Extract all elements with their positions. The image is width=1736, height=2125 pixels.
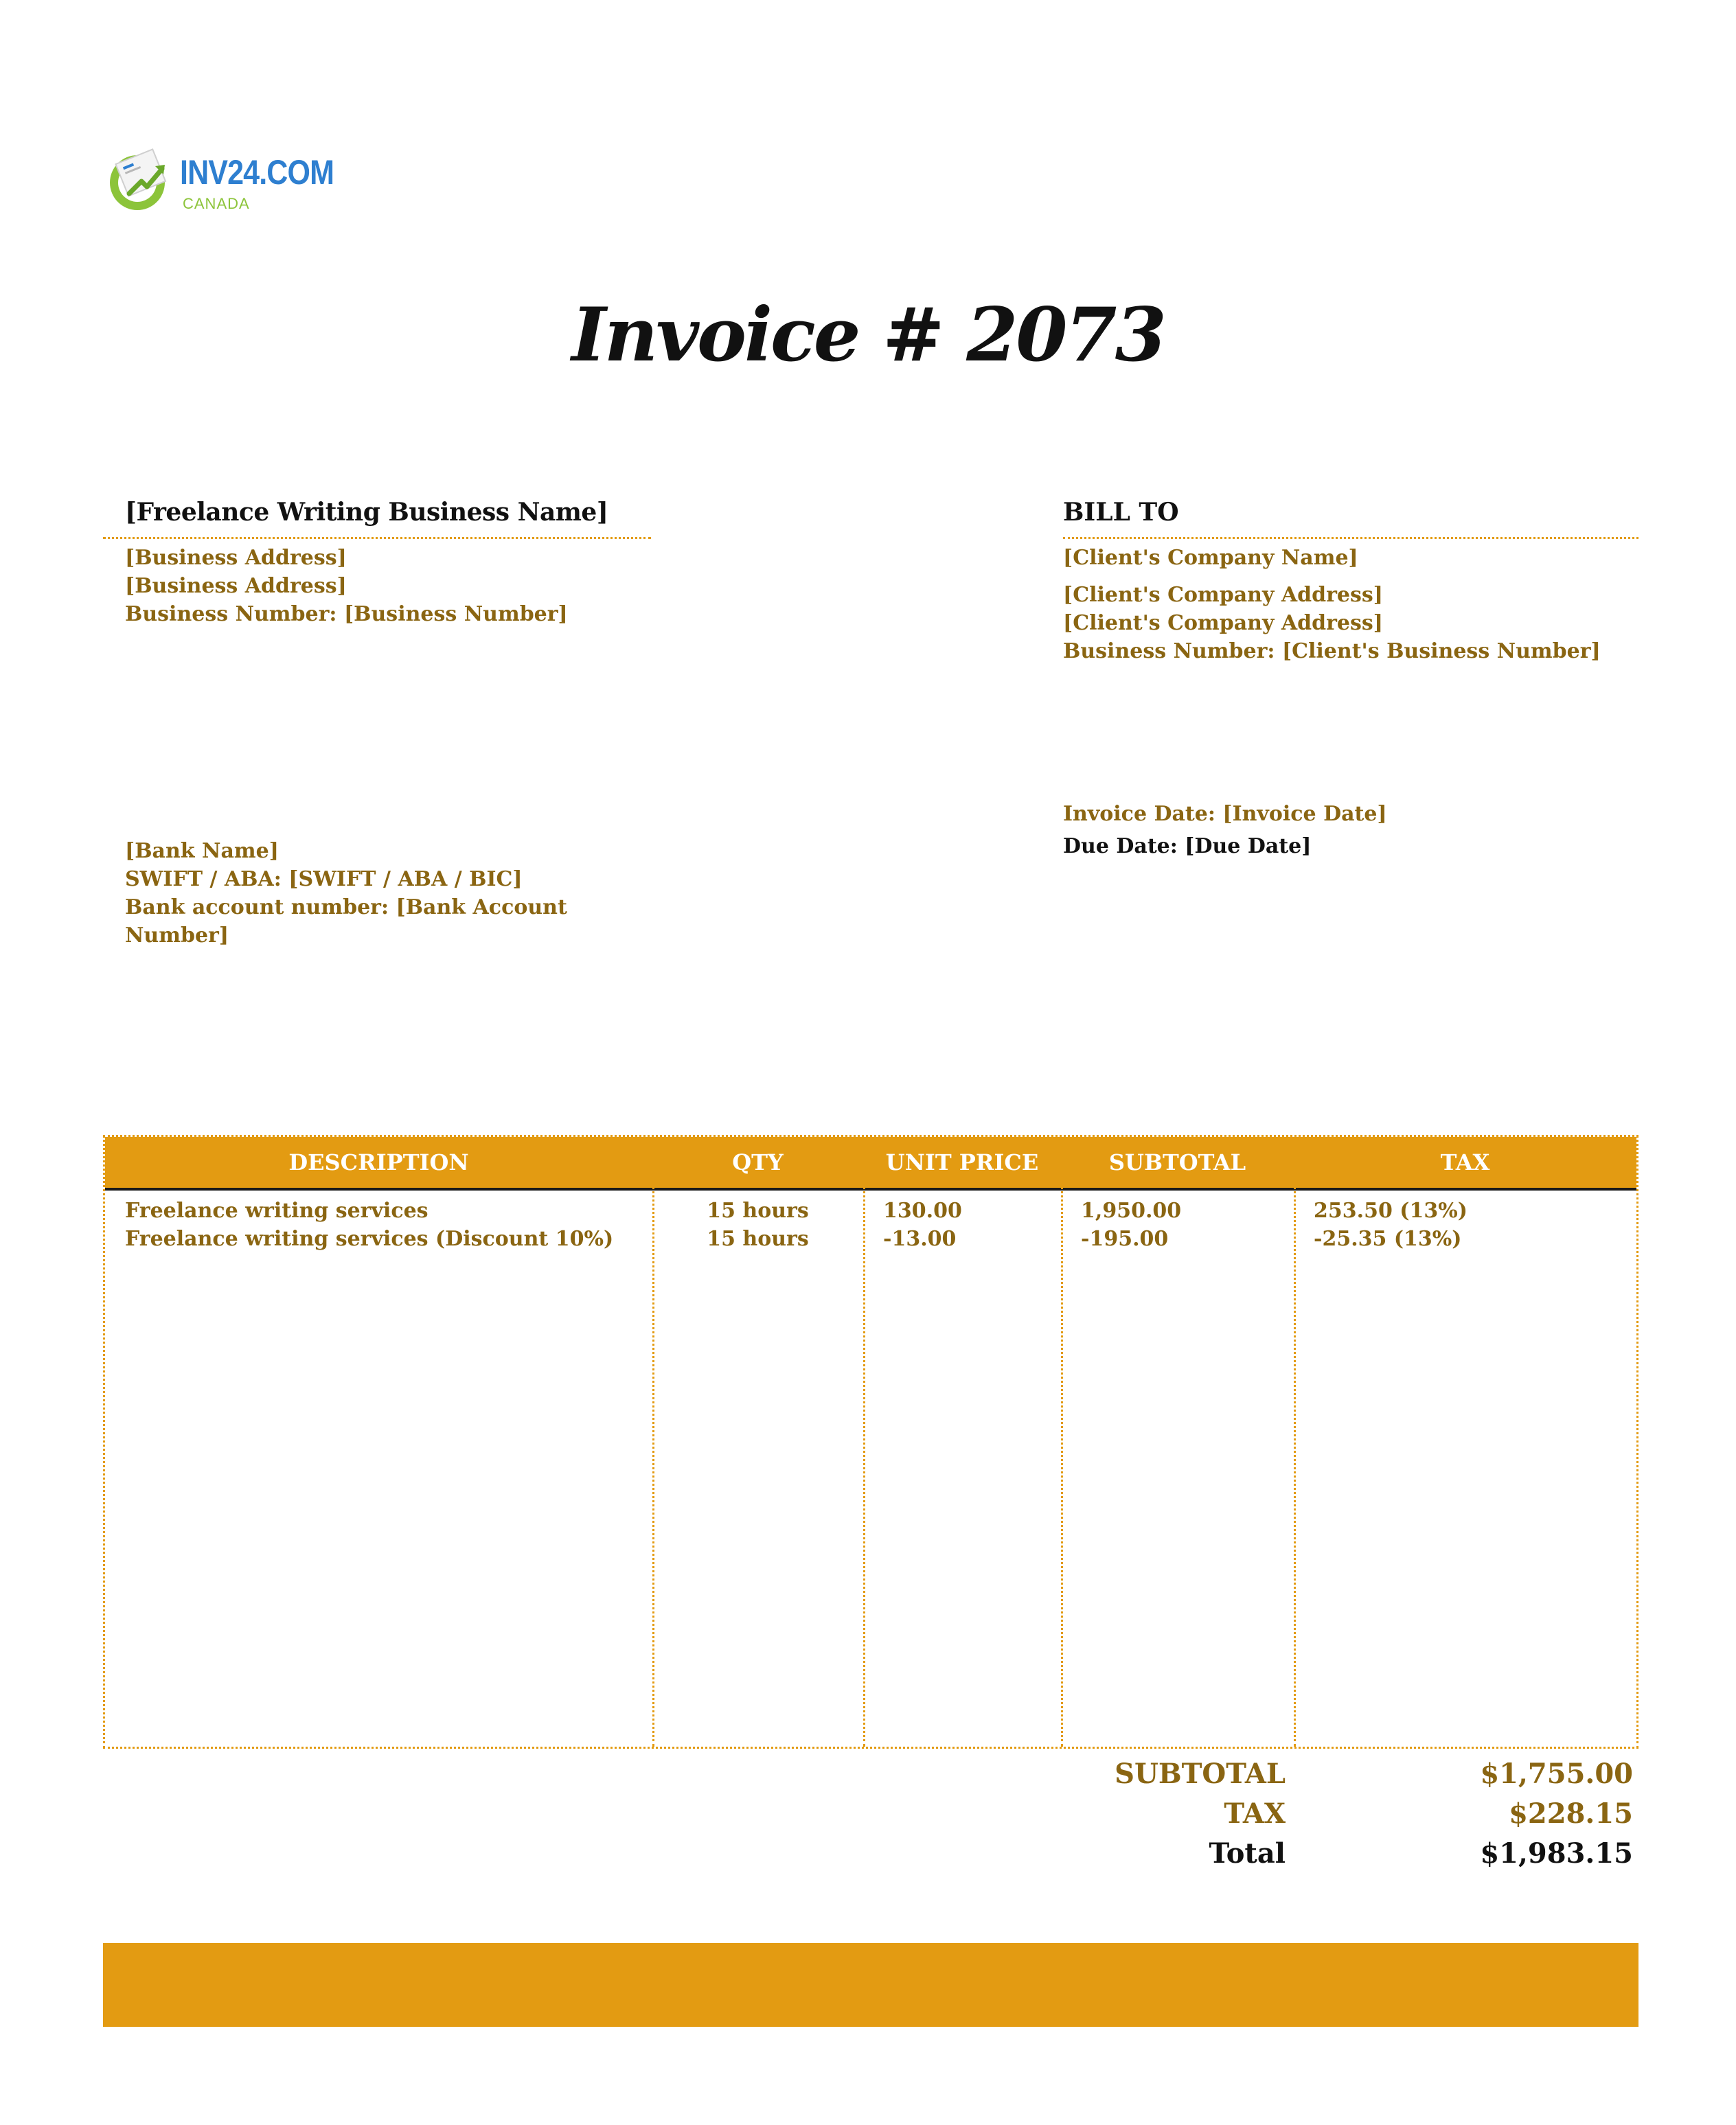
column-divider: [863, 1137, 865, 1747]
tax-label: TAX: [1224, 1797, 1286, 1830]
divider: [1063, 537, 1638, 539]
business-number: Business Number: [Business Number]: [125, 602, 568, 626]
table-header: [105, 1137, 1636, 1191]
tax-value: $228.15: [1509, 1797, 1633, 1830]
divider: [103, 537, 651, 539]
due-date: Due Date: [Due Date]: [1063, 834, 1312, 858]
table-row-1-description: Freelance writing services: [125, 1199, 429, 1223]
business-address-2: [Business Address]: [125, 574, 347, 598]
line-items-table: [103, 1135, 1638, 1749]
invoice-title: Invoice # 2073: [571, 292, 1165, 378]
table-row-2-subtotal: -195.00: [1081, 1227, 1169, 1251]
total-value: $1,983.15: [1480, 1837, 1633, 1870]
column-header-subtotal: SUBTOTAL: [1108, 1149, 1246, 1175]
column-header-description: DESCRIPTION: [288, 1149, 469, 1175]
table-row-2-unit-price: -13.00: [883, 1227, 957, 1251]
business-address-1: [Business Address]: [125, 546, 347, 570]
subtotal-value: $1,755.00: [1480, 1758, 1633, 1790]
business-name: [Freelance Writing Business Name]: [125, 498, 608, 527]
column-divider: [1294, 1137, 1296, 1747]
invoice-date: Invoice Date: [Invoice Date]: [1063, 802, 1387, 826]
footer-bar: [103, 1943, 1638, 2027]
bill-to-heading: BILL TO: [1063, 498, 1179, 527]
column-header-qty: QTY: [732, 1149, 784, 1175]
table-row-2-qty: 15 hours: [707, 1227, 809, 1251]
column-divider: [1061, 1137, 1063, 1747]
invoice-chart-icon: [106, 146, 174, 214]
column-header-unit-price: UNIT PRICE: [885, 1149, 1039, 1175]
bank-swift: SWIFT / ABA: [SWIFT / ABA / BIC]: [125, 867, 523, 891]
table-row-1-unit-price: 130.00: [883, 1199, 962, 1223]
client-address-2: [Client's Company Address]: [1063, 611, 1383, 635]
table-row-2-tax: -25.35 (13%): [1314, 1227, 1462, 1251]
table-row-1-tax: 253.50 (13%): [1314, 1199, 1467, 1223]
logo-brand-text: INV24.COM: [180, 153, 334, 192]
bank-account-number-cont: Number]: [125, 923, 229, 947]
subtotal-label: SUBTOTAL: [1115, 1758, 1286, 1790]
company-logo: [106, 143, 334, 218]
client-address-1: [Client's Company Address]: [1063, 583, 1383, 607]
column-header-tax: TAX: [1440, 1149, 1490, 1175]
table-row-1-subtotal: 1,950.00: [1081, 1199, 1182, 1223]
table-row-1-qty: 15 hours: [707, 1199, 809, 1223]
total-label: Total: [1209, 1837, 1286, 1870]
client-company-name: [Client's Company Name]: [1063, 546, 1358, 570]
bank-account-number: Bank account number: [Bank Account: [125, 895, 567, 919]
logo-subtitle: CANADA: [183, 195, 250, 212]
table-row-2-description: Freelance writing services (Discount 10%): [125, 1227, 614, 1251]
bank-name: [Bank Name]: [125, 839, 279, 863]
client-business-number: Business Number: [Client's Business Number]: [1063, 639, 1601, 663]
